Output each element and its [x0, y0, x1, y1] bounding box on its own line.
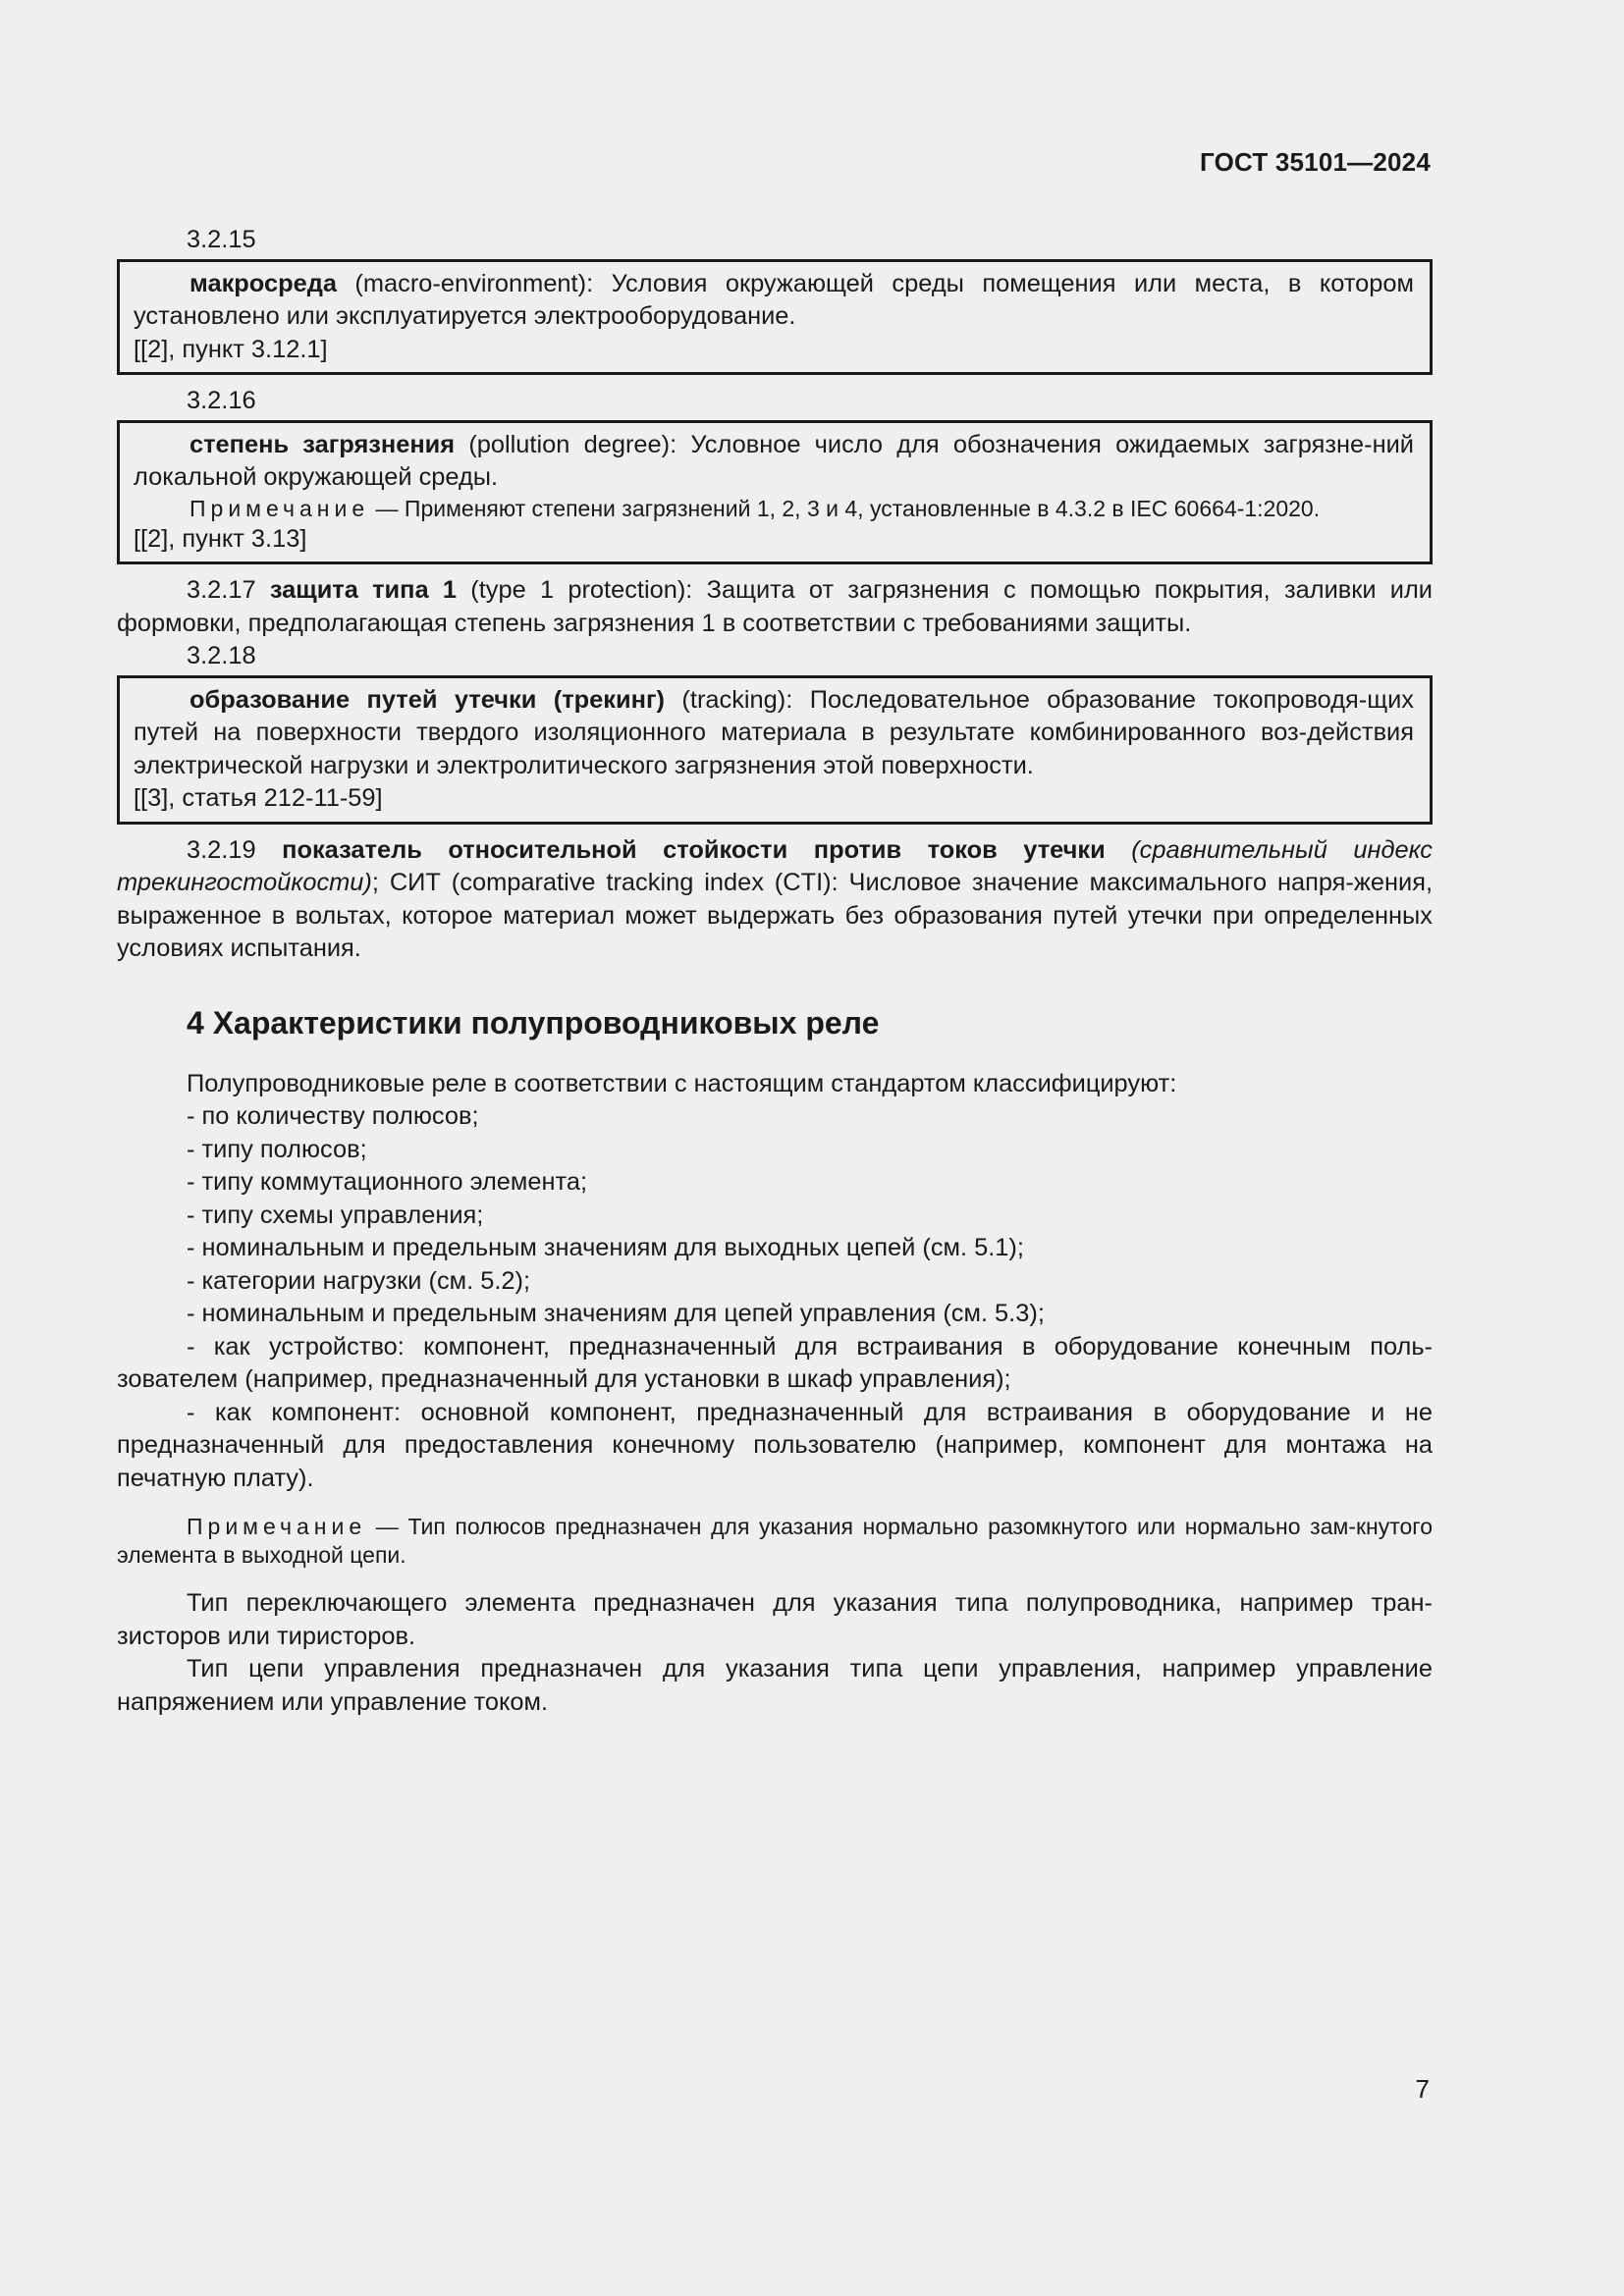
clause-number: 3.2.17: [187, 576, 270, 604]
definition-text: (pollution degree): Условное число для обозначения ожидаемых загрязне-ний локальной окружающей среды.: [134, 430, 1414, 491]
note-text: — Тип полюсов предназначен для указания нормально разомкнутого или нормально зам-кнутого элемента в выходной цепи.: [117, 1514, 1433, 1568]
list-item: - типу полюсов;: [187, 1135, 367, 1163]
term: показатель относительной стойкости против токов утечки: [282, 835, 1106, 864]
note-label: Примечание: [187, 1514, 367, 1539]
list-item: - типу схемы управления;: [187, 1201, 484, 1229]
reference: [[3], статья 212-11-59]: [134, 784, 383, 812]
reference: [[2], пункт 3.12.1]: [134, 335, 328, 363]
list-item: - как устройство: компонент, предназначенный для встраивания в оборудование конечным поль-зователем (например, предназначенный для установки в шкаф управления);: [117, 1332, 1433, 1393]
reference: [[2], пункт 3.13]: [134, 524, 307, 553]
intro-paragraph: Полупроводниковые реле в соответствии с настоящим стандартом классифицируют:: [187, 1069, 1177, 1097]
paragraph: Тип переключающего элемента предназначен для указания типа полупроводника, например тран-зисторов или тиристоров.: [117, 1589, 1433, 1650]
definition-text: (type 1 protection): Защита от загрязнения с помощью покрытия, заливки или формовки, предполагающая степень загрязнения 1 в соответствии с требованиями защиты.: [117, 576, 1433, 637]
clause-number: 3.2.15: [187, 226, 256, 253]
paragraph: Тип цепи управления предназначен для указания типа цепи управления, например управление напряжением или управление током.: [117, 1655, 1433, 1716]
definition-box: [117, 420, 1433, 565]
clause-paragraph: [117, 834, 1433, 966]
clause-number: 3.2.16: [187, 387, 256, 414]
clause-number: 3.2.19: [187, 835, 283, 864]
note-text: — Применяют степени загрязнений 1, 2, 3 и 4, установленные в 4.3.2 в IEC 60664-1:2020.: [369, 495, 1321, 521]
definition-text: (macro-environment): Условия окружающей среды помещения или места, в котором установлено или эксплуатируется электрооборудование.: [134, 269, 1414, 330]
definition-text: (tracking): Последовательное образование токопроводя-щих путей на поверхности твердого изоляционного материала в результате комбинированного воз-действия электрической нагрузки и электролитического загрязнения этой поверхности.: [134, 685, 1414, 779]
term: образование путей утечки (трекинг): [189, 685, 665, 714]
definition-box: [117, 675, 1433, 825]
page-number: 7: [1415, 2074, 1430, 2104]
page-content: [117, 224, 1433, 1719]
list-item: - как компонент: основной компонент, предназначенный для встраивания в оборудование и не предназначенный для предоставления конечному пользователю (например, компонент для монтажа на печатную плату).: [117, 1398, 1433, 1492]
list-item: - номинальным и предельным значениям для выходных цепей (см. 5.1);: [187, 1234, 1024, 1261]
list-item: - по количеству полюсов;: [187, 1102, 479, 1130]
clause-number: 3.2.18: [187, 642, 256, 669]
term: макросреда: [189, 269, 337, 297]
term-synonym: (сравнительный индекс трекингостойкости): [117, 835, 1434, 896]
definition-text: ; СИТ (comparative tracking index (CTI): Числовое значение максимального напря-жения, выраженное в вольтах, которое материал может выдержать без образования путей утечки при определенных условиях испытания.: [117, 869, 1433, 962]
definition-box: [117, 259, 1433, 376]
document-code: ГОСТ 35101—2024: [1200, 147, 1431, 177]
term: защита типа 1: [269, 576, 457, 604]
list-item: - категории нагрузки (см. 5.2);: [187, 1266, 531, 1295]
note: [134, 495, 1414, 523]
list-item: - типу коммутационного элемента;: [187, 1168, 588, 1196]
section-heading: 4 Характеристики полупроводниковых реле: [187, 1004, 880, 1041]
list-item: - номинальным и предельным значениям для цепей управления (см. 5.3);: [187, 1300, 1045, 1327]
note: [117, 1513, 1433, 1570]
note-label: Примечание: [189, 495, 370, 521]
clause-paragraph: [117, 574, 1433, 640]
term: степень загрязнения: [189, 430, 456, 458]
